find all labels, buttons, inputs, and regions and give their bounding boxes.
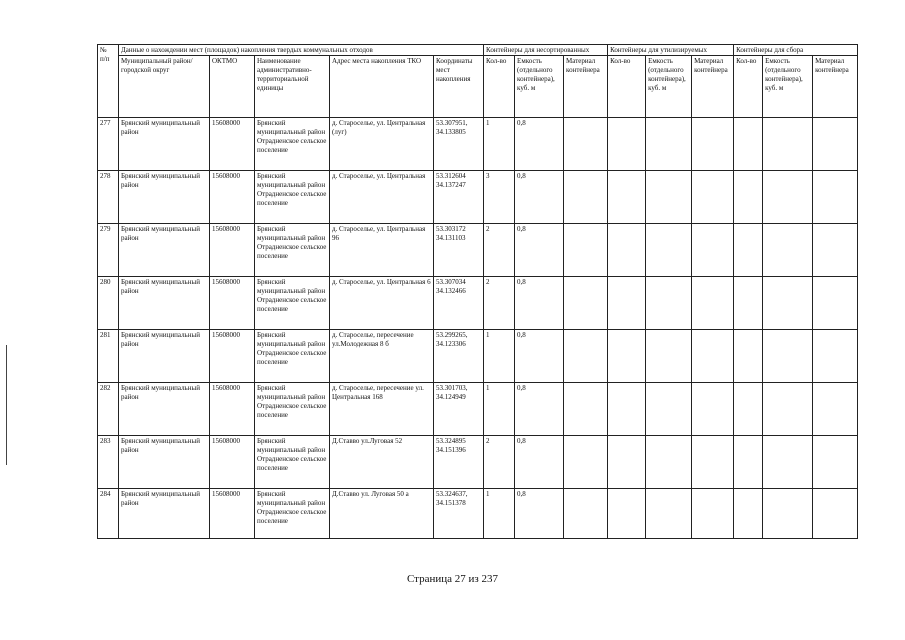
header-collect-material: Материал контейнера bbox=[813, 56, 858, 117]
cell-empty bbox=[564, 329, 608, 382]
cell-empty bbox=[646, 489, 692, 539]
cell-unit: Брянский муниципальный район Отрадненское сельское поселение bbox=[255, 435, 330, 488]
cell-empty bbox=[646, 117, 692, 170]
cell-empty bbox=[763, 489, 813, 539]
cell-oktmo: 15608000 bbox=[210, 170, 255, 223]
cell-district: Брянский муниципальный район bbox=[119, 223, 210, 276]
cell-count: 1 bbox=[484, 489, 515, 539]
cell-district: Брянский муниципальный район bbox=[119, 117, 210, 170]
cell-empty bbox=[692, 382, 734, 435]
cell-oktmo: 15608000 bbox=[210, 276, 255, 329]
header-location-group: Данные о нахождении мест (площадок) накопления твердых коммунальных отходов bbox=[119, 45, 484, 56]
cell-empty bbox=[763, 223, 813, 276]
cell-unit: Брянский муниципальный район Отрадненское сельское поселение bbox=[255, 170, 330, 223]
header-unsorted-volume: Емкость (отдельного контейнера), куб. м bbox=[515, 56, 564, 117]
cell-empty bbox=[692, 223, 734, 276]
cell-address: д. Староселье, ул. Центральная bbox=[330, 170, 434, 223]
cell-empty bbox=[734, 382, 763, 435]
cell-empty bbox=[692, 117, 734, 170]
cell-volume: 0,8 bbox=[515, 382, 564, 435]
cell-empty bbox=[692, 435, 734, 488]
cell-count: 1 bbox=[484, 117, 515, 170]
cell-empty bbox=[564, 435, 608, 488]
cell-num: 279 bbox=[98, 223, 119, 276]
cell-empty bbox=[646, 329, 692, 382]
cell-empty bbox=[763, 382, 813, 435]
cell-empty bbox=[564, 170, 608, 223]
header-columns-row bbox=[98, 56, 858, 117]
cell-unit: Брянский муниципальный район Отрадненское сельское поселение bbox=[255, 329, 330, 382]
cell-oktmo: 15608000 bbox=[210, 489, 255, 539]
header-collect-count: Кол-во bbox=[734, 56, 763, 117]
cell-empty bbox=[608, 117, 646, 170]
cell-address: Д.Ставво ул. Луговая 50 а bbox=[330, 489, 434, 539]
cell-coords: 53.299265, 34.123306 bbox=[434, 329, 484, 382]
cell-empty bbox=[763, 117, 813, 170]
header-collect-group: Контейнеры для сбора bbox=[734, 45, 858, 56]
cell-oktmo: 15608000 bbox=[210, 382, 255, 435]
cell-empty bbox=[692, 276, 734, 329]
cell-coords: 53.307034 34.132466 bbox=[434, 276, 484, 329]
scan-edge-line bbox=[6, 345, 7, 465]
cell-empty bbox=[763, 435, 813, 488]
cell-coords: 53.303172 34.131103 bbox=[434, 223, 484, 276]
header-unsorted-count: Кол-во bbox=[484, 56, 515, 117]
header-unit: Наименование административно-территориальной единицы bbox=[255, 56, 330, 117]
cell-volume: 0,8 bbox=[515, 276, 564, 329]
cell-empty bbox=[734, 435, 763, 488]
cell-coords: 53.301703, 34.124949 bbox=[434, 382, 484, 435]
cell-empty bbox=[813, 117, 858, 170]
cell-empty bbox=[813, 329, 858, 382]
cell-empty bbox=[608, 489, 646, 539]
cell-empty bbox=[813, 382, 858, 435]
header-oktmo: ОКТМО bbox=[210, 56, 255, 117]
cell-volume: 0,8 bbox=[515, 489, 564, 539]
cell-empty bbox=[813, 435, 858, 488]
cell-empty bbox=[692, 489, 734, 539]
table-row bbox=[98, 117, 858, 170]
cell-empty bbox=[734, 489, 763, 539]
cell-unit: Брянский муниципальный район Отрадненское сельское поселение bbox=[255, 276, 330, 329]
cell-volume: 0,8 bbox=[515, 117, 564, 170]
cell-oktmo: 15608000 bbox=[210, 117, 255, 170]
cell-empty bbox=[734, 223, 763, 276]
cell-empty bbox=[813, 489, 858, 539]
header-group-row bbox=[98, 45, 858, 56]
table-row bbox=[98, 276, 858, 329]
cell-empty bbox=[763, 276, 813, 329]
cell-empty bbox=[646, 435, 692, 488]
header-unsorted-material: Материал контейнера bbox=[564, 56, 608, 117]
cell-empty bbox=[734, 276, 763, 329]
cell-empty bbox=[734, 329, 763, 382]
cell-count: 2 bbox=[484, 223, 515, 276]
cell-num: 278 bbox=[98, 170, 119, 223]
cell-count: 1 bbox=[484, 382, 515, 435]
cell-unit: Брянский муниципальный район Отрадненское сельское поселение bbox=[255, 489, 330, 539]
cell-volume: 0,8 bbox=[515, 435, 564, 488]
table-row bbox=[98, 489, 858, 539]
cell-empty bbox=[564, 489, 608, 539]
table-row bbox=[98, 382, 858, 435]
cell-empty bbox=[763, 170, 813, 223]
cell-unit: Брянский муниципальный район Отрадненское сельское поселение bbox=[255, 223, 330, 276]
header-recycled-material: Материал контейнера bbox=[692, 56, 734, 117]
cell-count: 3 bbox=[484, 170, 515, 223]
cell-district: Брянский муниципальный район bbox=[119, 489, 210, 539]
header-recycled-volume: Емкость (отдельного контейнера), куб. м bbox=[646, 56, 692, 117]
header-num: № п/п bbox=[98, 45, 119, 118]
cell-oktmo: 15608000 bbox=[210, 223, 255, 276]
cell-unit: Брянский муниципальный район Отрадненское сельское поселение bbox=[255, 117, 330, 170]
cell-coords: 53.324895 34.151396 bbox=[434, 435, 484, 488]
cell-empty bbox=[763, 329, 813, 382]
waste-sites-table bbox=[97, 44, 858, 539]
cell-empty bbox=[564, 276, 608, 329]
cell-address: д. Староселье, пересечение ул.Молодежная 8 б bbox=[330, 329, 434, 382]
header-district: Муниципальный район/городской округ bbox=[119, 56, 210, 117]
cell-empty bbox=[608, 170, 646, 223]
cell-empty bbox=[564, 117, 608, 170]
cell-coords: 53.324637, 34.151378 bbox=[434, 489, 484, 539]
table-row bbox=[98, 223, 858, 276]
cell-empty bbox=[608, 435, 646, 488]
header-recycled-group: Контейнеры для утилизируемых bbox=[608, 45, 734, 56]
cell-coords: 53.312604 34.137247 bbox=[434, 170, 484, 223]
cell-empty bbox=[646, 276, 692, 329]
cell-count: 1 bbox=[484, 329, 515, 382]
page-number: Страница 27 из 237 bbox=[406, 573, 499, 585]
cell-empty bbox=[608, 329, 646, 382]
cell-volume: 0,8 bbox=[515, 329, 564, 382]
cell-oktmo: 15608000 bbox=[210, 435, 255, 488]
cell-num: 282 bbox=[98, 382, 119, 435]
cell-num: 280 bbox=[98, 276, 119, 329]
cell-volume: 0,8 bbox=[515, 170, 564, 223]
table-row bbox=[98, 329, 858, 382]
cell-empty bbox=[646, 170, 692, 223]
header-address: Адрес места накопления ТКО bbox=[330, 56, 434, 117]
header-unsorted-group: Контейнеры для несортированных bbox=[484, 45, 608, 56]
cell-empty bbox=[692, 329, 734, 382]
cell-empty bbox=[564, 382, 608, 435]
cell-empty bbox=[608, 276, 646, 329]
cell-empty bbox=[734, 117, 763, 170]
header-collect-volume: Емкость (отдельного контейнера), куб. м bbox=[763, 56, 813, 117]
cell-count: 2 bbox=[484, 435, 515, 488]
cell-empty bbox=[564, 223, 608, 276]
cell-district: Брянский муниципальный район bbox=[119, 170, 210, 223]
cell-empty bbox=[608, 382, 646, 435]
cell-coords: 53.307951, 34.133805 bbox=[434, 117, 484, 170]
cell-empty bbox=[813, 170, 858, 223]
header-coords: Координаты мест накопления bbox=[434, 56, 484, 117]
cell-district: Брянский муниципальный район bbox=[119, 382, 210, 435]
table-row bbox=[98, 170, 858, 223]
table-row bbox=[98, 435, 858, 488]
cell-num: 281 bbox=[98, 329, 119, 382]
cell-count: 2 bbox=[484, 276, 515, 329]
cell-district: Брянский муниципальный район bbox=[119, 435, 210, 488]
cell-empty bbox=[813, 276, 858, 329]
cell-empty bbox=[646, 223, 692, 276]
cell-num: 284 bbox=[98, 489, 119, 539]
cell-address: Д.Ставво ул.Луговая 52 bbox=[330, 435, 434, 488]
cell-district: Брянский муниципальный район bbox=[119, 276, 210, 329]
cell-empty bbox=[734, 170, 763, 223]
cell-address: д. Староселье, ул. Центральная (луг) bbox=[330, 117, 434, 170]
cell-num: 283 bbox=[98, 435, 119, 488]
cell-address: д. Староселье, пересечение ул. Центральная 168 bbox=[330, 382, 434, 435]
cell-volume: 0,8 bbox=[515, 223, 564, 276]
cell-empty bbox=[646, 382, 692, 435]
cell-address: д. Староселье, ул. Центральная 96 bbox=[330, 223, 434, 276]
cell-num: 277 bbox=[98, 117, 119, 170]
cell-empty bbox=[692, 170, 734, 223]
cell-address: д. Староселье, ул. Центральная 6 bbox=[330, 276, 434, 329]
header-recycled-count: Кол-во bbox=[608, 56, 646, 117]
cell-district: Брянский муниципальный район bbox=[119, 329, 210, 382]
cell-empty bbox=[813, 223, 858, 276]
cell-oktmo: 15608000 bbox=[210, 329, 255, 382]
cell-unit: Брянский муниципальный район Отрадненское сельское поселение bbox=[255, 382, 330, 435]
cell-empty bbox=[608, 223, 646, 276]
